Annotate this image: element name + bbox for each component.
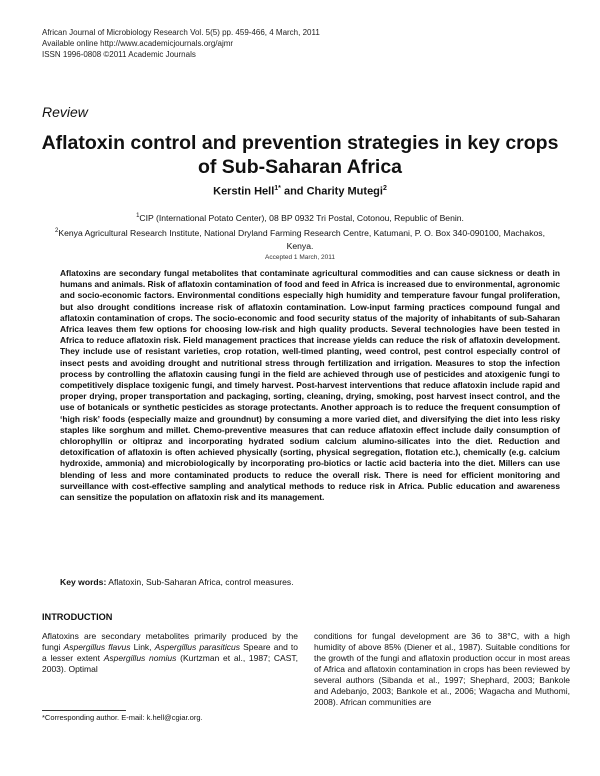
journal-citation: African Journal of Microbiology Research Vol. 5(5) pp. 459-466, 4 March, 2011 bbox=[42, 28, 320, 37]
journal-header bbox=[42, 27, 320, 60]
col1-species-1: Aspergillus flavus bbox=[63, 642, 131, 652]
col1-species-2: Aspergillus parasiticus bbox=[154, 642, 240, 652]
author-1: Kerstin Hell bbox=[213, 185, 275, 198]
accepted-date: Accepted 1 March, 2011 bbox=[265, 254, 335, 261]
affiliation-2 bbox=[45, 225, 555, 253]
journal-issn: ISSN 1996-0808 ©2011 Academic Journals bbox=[42, 50, 196, 59]
author-1-sup: 1* bbox=[274, 185, 281, 192]
intro-column-1 bbox=[42, 631, 298, 675]
author-2-sup: 2 bbox=[382, 185, 387, 192]
paper-title: Aflatoxin control and prevention strategies in key crops of Sub-Saharan Africa bbox=[41, 132, 559, 178]
keywords bbox=[60, 577, 560, 587]
keywords-text: Aflatoxin, Sub-Saharan Africa, control measures. bbox=[106, 577, 294, 587]
journal-url: Available online http://www.academicjournals.org/ajmr bbox=[42, 39, 234, 48]
affiliations bbox=[45, 210, 555, 253]
affiliation-2-text: Kenya Agricultural Research Institute, National Dryland Farming Research Centre, Katumani, P. O. Box 340-090100, Machakos, Kenya. bbox=[58, 227, 545, 251]
author-conj: and bbox=[280, 185, 307, 198]
intro-column-2: conditions for fungal development are 36 to 38°C, with a high humidity of above 85% (Diener et al., 1987). Suitable conditions for the growth of the fungi and aflatoxin production occur in most areas of Africa and aflatoxin contamination in crops has been reviewed by several authors (Sibanda et al., 1997; Shephard, 2003; Bankole and Adebanjo, 2003; Bankole et al., 2006; Wagacha and Muthomi, 2008). African communities are bbox=[314, 631, 570, 707]
footnote-rule bbox=[42, 710, 126, 711]
affiliation-1-text: CIP (International Potato Center), 08 BP 0932 Tri Postal, Cotonou, Republic of Benin. bbox=[139, 212, 464, 223]
col1-text-1: Aflatoxins are secondary metabolites primarily produced by the fungi bbox=[42, 631, 298, 652]
keywords-label: Key words: bbox=[60, 577, 107, 587]
col1-text-3: Speare and to a lesser extent bbox=[42, 642, 299, 663]
affiliation-1-sup: 1 bbox=[136, 213, 140, 219]
corresponding-author-footnote: *Corresponding author. E-mail: k.hell@cgiar.org. bbox=[42, 713, 203, 722]
affiliation-1 bbox=[45, 210, 555, 225]
col1-species-3: Aspergillus nomius bbox=[103, 653, 177, 663]
affiliation-2-sup: 2 bbox=[55, 227, 59, 234]
col1-text-4: (Kurtzman et al., 1987; CAST, 2003). Optimal bbox=[42, 653, 299, 674]
intro-heading: INTRODUCTION bbox=[42, 612, 113, 622]
abstract: Aflatoxins are secondary fungal metabolites that contaminate agricultural commodities and can cause sickness or death in humans and animals. Risk of aflatoxin contamination of food and feed in Africa is increased due to environmental, agronomic and socio-economic factors. Environmental conditions especially high humidity and temperature favour fungal proliferation, but also drought conditions increase risk of aflatoxin contamination. Low-input farming practices compound fungal and aflatoxin contamination of crops. The socio-economic and food security status of the majority of inhabitants of sub-Saharan Africa leaves them few options for choosing low-risk and high quality products. Several technologies have been tested in Africa to reduce aflatoxin risk. Field management practices that increase yields can reduce the risk of aflatoxin development. They include use of resistant varieties, crop rotation, well-timed planting, weed control, pest control especially control of insect pests and avoiding drought and nutritional stress through fertilization and irrigation. Measures to stop the infection process by controlling the aflatoxin causing fungi in the field are achieved through use of pesticides and atoxigenic fungi to competitively displace toxigenic fungi, and timely harvest. Post-harvest interventions that reduce aflatoxin include rapid and proper drying, proper transportation and packaging, sorting, cleaning, drying, smoking, post harvest insect control, and the use of botanicals or synthetic pesticides as storage protectants. Another approach is to reduce the frequent consumption of ‘high risk’ foods (especially maize and groundnut) by consuming a more varied diet, and diversifying the diet into less risky staples like sorghum and millet. Chemo-preventive measures that can reduce aflatoxin effect include daily consumption of chlorophyllin or oltipraz and incorporating hydrated sodium calcium alumino-silicates into the diet. Reduction and detoxification of aflatoxin is often achieved physically (sorting, physical segregation, flotation etc.), chemically (e.g. calcium hydroxide, ammonia) and microbiologically by incorporating pro-biotics or lactic acid bacteria into the diet. Millers can use blending of less and more contaminated products to reduce the overall risk. There is need for efficient monitoring and surveillance with cost-effective sampling and analytical methods to reduce risk in Africa. Public education and awareness can sensitize the population on aflatoxin risk and its management. bbox=[60, 268, 560, 503]
col1-text-2: Link, bbox=[130, 642, 155, 652]
section-label: Review bbox=[42, 104, 88, 120]
author-2: Charity Mutegi bbox=[306, 185, 383, 198]
authors-line bbox=[0, 185, 600, 198]
